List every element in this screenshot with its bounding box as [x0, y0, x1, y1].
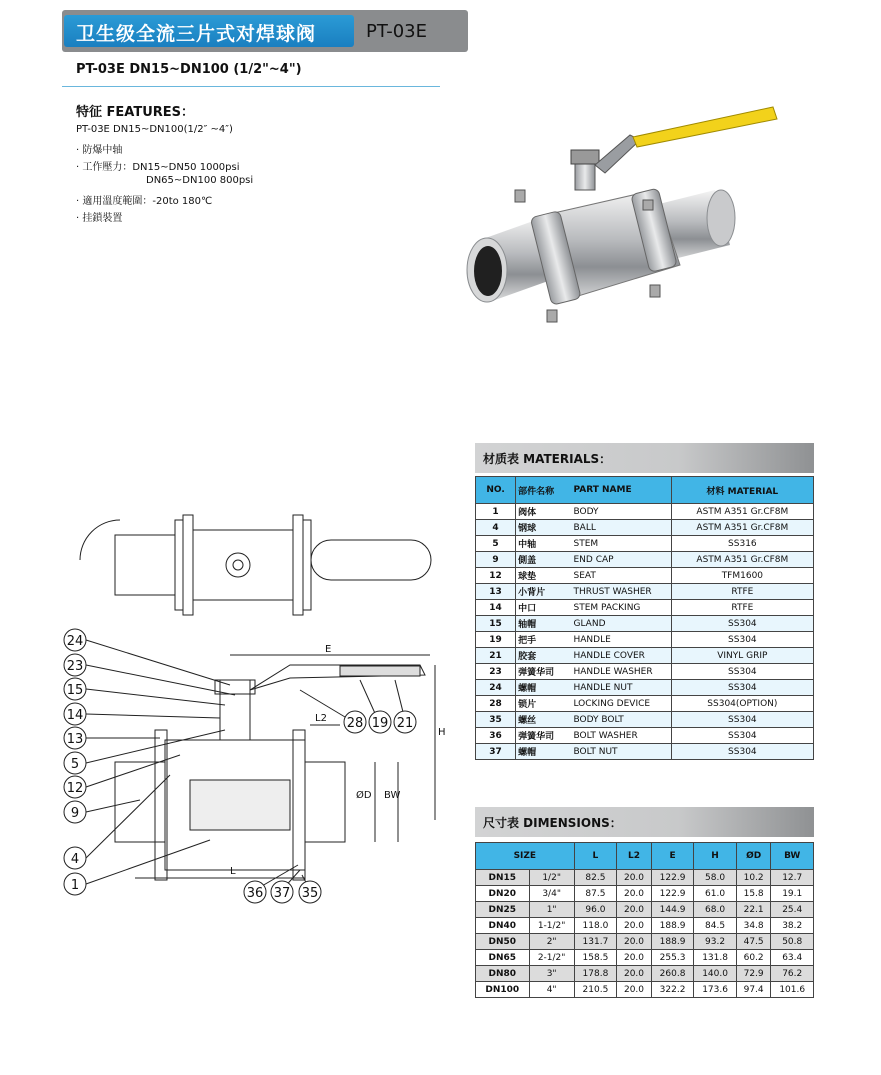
table-cell: 20.0	[617, 918, 652, 934]
table-row	[476, 632, 814, 648]
table-cell: 173.6	[694, 982, 737, 998]
table-cell: 15.8	[736, 886, 771, 902]
table-cell: HANDLE NUT	[571, 680, 671, 696]
table-cell: 84.5	[694, 918, 737, 934]
table-cell: 255.3	[651, 950, 694, 966]
table-cell: HANDLE	[571, 632, 671, 648]
table-cell: 20.0	[617, 950, 652, 966]
table-cell: 12	[476, 568, 516, 584]
table-cell: 阀体	[516, 504, 572, 520]
materials-header	[475, 443, 814, 473]
table-row	[476, 600, 814, 616]
table-cell: 72.9	[736, 966, 771, 982]
feature-line: · 防爆中轴	[76, 145, 123, 156]
table-row	[476, 664, 814, 680]
table-cell: SS304	[671, 632, 813, 648]
callout: 4	[70, 852, 80, 867]
table-cell: DN40	[476, 918, 530, 934]
column-header: 材料 MATERIAL	[671, 477, 813, 504]
dimensions-title: 尺寸表 DIMENSIONS：	[483, 816, 622, 830]
table-row	[476, 886, 814, 902]
table-cell: 5	[476, 536, 516, 552]
table-row	[476, 712, 814, 728]
table-cell: 弹簧华司	[516, 664, 572, 680]
table-cell: 36	[476, 728, 516, 744]
dim-label-l2: L2	[315, 713, 327, 724]
table-cell: THRUST WASHER	[571, 584, 671, 600]
table-cell: SS304	[671, 744, 813, 760]
table-cell: 76.2	[771, 966, 814, 982]
feature-line: · 適用溫度範圍：-20to 180℃	[76, 196, 213, 207]
table-cell: HANDLE COVER	[571, 648, 671, 664]
table-row	[476, 520, 814, 536]
table-cell: 1	[476, 504, 516, 520]
page-title: 卫生级全流三片式对焊球阀	[76, 23, 317, 45]
feature-line: DN65~DN100 800psi	[146, 175, 254, 186]
table-cell: 61.0	[694, 886, 737, 902]
table-cell: 22.1	[736, 902, 771, 918]
table-cell: SS304(OPTION)	[671, 696, 813, 712]
table-cell: END CAP	[571, 552, 671, 568]
callout: 21	[396, 716, 414, 731]
materials-title: 材质表 MATERIALS：	[483, 452, 612, 466]
callout: 12	[66, 781, 84, 796]
table-cell: 58.0	[694, 870, 737, 886]
table-cell: 19.1	[771, 886, 814, 902]
table-cell: DN20	[476, 886, 530, 902]
table-cell: DN80	[476, 966, 530, 982]
dim-label-e: E	[325, 644, 332, 655]
table-cell: 中轴	[516, 536, 572, 552]
table-cell: 50.8	[771, 934, 814, 950]
table-cell: BALL	[571, 520, 671, 536]
table-cell: 1-1/2"	[529, 918, 574, 934]
table-cell: 弹簧华司	[516, 728, 572, 744]
callout: 35	[301, 886, 319, 901]
materials-table	[475, 476, 814, 760]
table-cell: 15	[476, 616, 516, 632]
table-cell: SS304	[671, 616, 813, 632]
table-cell: SS304	[671, 680, 813, 696]
column-header: E	[651, 843, 694, 870]
table-cell: 122.9	[651, 886, 694, 902]
table-cell: 178.8	[574, 966, 617, 982]
table-row	[476, 982, 814, 998]
table-row	[476, 680, 814, 696]
callout: 9	[70, 806, 80, 821]
table-cell: 側盖	[516, 552, 572, 568]
table-cell: 140.0	[694, 966, 737, 982]
table-cell: DN100	[476, 982, 530, 998]
table-cell: 20.0	[617, 870, 652, 886]
feature-line: PT-03E DN15~DN100(1/2″ ~4″)	[76, 124, 233, 135]
table-cell: BOLT WASHER	[571, 728, 671, 744]
dim-label-bw: BW	[384, 790, 401, 801]
callout: 36	[246, 886, 264, 901]
table-cell: BOLT NUT	[571, 744, 671, 760]
table-cell: 螺帽	[516, 744, 572, 760]
table-cell: 把手	[516, 632, 572, 648]
table-cell: ASTM A351 Gr.CF8M	[671, 504, 813, 520]
table-cell: 螺帽	[516, 680, 572, 696]
table-row	[476, 536, 814, 552]
table-cell: 34.8	[736, 918, 771, 934]
callout: 14	[66, 708, 84, 723]
column-header: ØD	[736, 843, 771, 870]
table-cell: SS316	[671, 536, 813, 552]
column-header: PART NAME	[571, 477, 671, 504]
table-cell: 28	[476, 696, 516, 712]
table-cell: 144.9	[651, 902, 694, 918]
table-cell: 20.0	[617, 982, 652, 998]
table-cell: 中口	[516, 600, 572, 616]
table-cell: 轴帽	[516, 616, 572, 632]
table-cell: 87.5	[574, 886, 617, 902]
table-cell: 9	[476, 552, 516, 568]
callout: 37	[273, 886, 291, 901]
callout: 13	[66, 732, 84, 747]
table-cell: 20.0	[617, 902, 652, 918]
table-cell: DN50	[476, 934, 530, 950]
table-cell: BODY	[571, 504, 671, 520]
divider	[62, 86, 440, 87]
table-row	[476, 934, 814, 950]
table-cell: LOCKING DEVICE	[571, 696, 671, 712]
table-row	[476, 950, 814, 966]
table-cell: 122.9	[651, 870, 694, 886]
table-cell: 胶套	[516, 648, 572, 664]
table-cell: VINYL GRIP	[671, 648, 813, 664]
callout: 1	[70, 878, 80, 893]
dimensions-header	[475, 807, 814, 837]
page-subtitle: PT-03E DN15~DN100 (1/2"~4")	[76, 62, 302, 77]
column-header: SIZE	[476, 843, 575, 870]
table-cell: ASTM A351 Gr.CF8M	[671, 552, 813, 568]
table-cell: 322.2	[651, 982, 694, 998]
table-row	[476, 870, 814, 886]
callout: 15	[66, 683, 84, 698]
table-header-row	[476, 477, 814, 504]
column-header: L	[574, 843, 617, 870]
table-cell: ASTM A351 Gr.CF8M	[671, 520, 813, 536]
table-cell: 19	[476, 632, 516, 648]
table-cell: 4	[476, 520, 516, 536]
table-row	[476, 744, 814, 760]
table-cell: 钢球	[516, 520, 572, 536]
column-header: L2	[617, 843, 652, 870]
table-row	[476, 902, 814, 918]
callout: 19	[371, 716, 389, 731]
table-cell: 14	[476, 600, 516, 616]
table-cell: DN15	[476, 870, 530, 886]
table-cell: 101.6	[771, 982, 814, 998]
callout: 28	[346, 716, 364, 731]
table-cell: DN25	[476, 902, 530, 918]
table-header-row	[476, 843, 814, 870]
ball-valve-photo	[455, 95, 785, 345]
table-cell: 37	[476, 744, 516, 760]
table-cell: 21	[476, 648, 516, 664]
table-cell: 188.9	[651, 918, 694, 934]
table-cell: RTFE	[671, 600, 813, 616]
table-row	[476, 918, 814, 934]
dimensions-table	[475, 842, 814, 998]
callout: 24	[66, 634, 84, 649]
table-cell: 68.0	[694, 902, 737, 918]
table-cell: 82.5	[574, 870, 617, 886]
table-cell: 96.0	[574, 902, 617, 918]
table-cell: 10.2	[736, 870, 771, 886]
table-row	[476, 504, 814, 520]
table-cell: 23	[476, 664, 516, 680]
technical-drawing	[60, 500, 450, 920]
dim-label-od: ØD	[356, 790, 372, 801]
callout: 5	[70, 757, 80, 772]
table-row	[476, 728, 814, 744]
table-cell: 2-1/2"	[529, 950, 574, 966]
table-row	[476, 552, 814, 568]
table-cell: STEM	[571, 536, 671, 552]
table-cell: 1"	[529, 902, 574, 918]
table-cell: 20.0	[617, 934, 652, 950]
table-cell: 12.7	[771, 870, 814, 886]
features-title: 特征 FEATURES：	[76, 105, 195, 120]
callout: 23	[66, 659, 84, 674]
table-cell: 24	[476, 680, 516, 696]
table-cell: 210.5	[574, 982, 617, 998]
table-cell: STEM PACKING	[571, 600, 671, 616]
table-cell: 97.4	[736, 982, 771, 998]
model-code: PT-03E	[366, 21, 427, 42]
table-cell: 3"	[529, 966, 574, 982]
column-header: BW	[771, 843, 814, 870]
table-cell: 47.5	[736, 934, 771, 950]
table-cell: RTFE	[671, 584, 813, 600]
table-cell: 63.4	[771, 950, 814, 966]
table-row	[476, 648, 814, 664]
table-cell: 60.2	[736, 950, 771, 966]
table-cell: 锁片	[516, 696, 572, 712]
table-cell: HANDLE WASHER	[571, 664, 671, 680]
table-row	[476, 966, 814, 982]
table-cell: BODY BOLT	[571, 712, 671, 728]
table-cell: 38.2	[771, 918, 814, 934]
table-cell: 4"	[529, 982, 574, 998]
feature-line: · 工作壓力：DN15~DN50 1000psi	[76, 162, 240, 173]
column-header: NO.	[476, 477, 516, 504]
table-cell: SS304	[671, 728, 813, 744]
table-row	[476, 584, 814, 600]
column-header: H	[694, 843, 737, 870]
table-cell: 25.4	[771, 902, 814, 918]
table-cell: 13	[476, 584, 516, 600]
table-cell: 小背片	[516, 584, 572, 600]
table-cell: 20.0	[617, 886, 652, 902]
table-cell: 1/2"	[529, 870, 574, 886]
table-cell: 131.7	[574, 934, 617, 950]
column-header: 部件名称	[516, 477, 572, 504]
dim-label-h: H	[438, 727, 446, 738]
table-cell: TFM1600	[671, 568, 813, 584]
table-row	[476, 568, 814, 584]
table-cell: DN65	[476, 950, 530, 966]
table-cell: 2"	[529, 934, 574, 950]
table-cell: 158.5	[574, 950, 617, 966]
table-cell: 20.0	[617, 966, 652, 982]
table-cell: GLAND	[571, 616, 671, 632]
table-cell: 118.0	[574, 918, 617, 934]
table-cell: 螺丝	[516, 712, 572, 728]
table-cell: 93.2	[694, 934, 737, 950]
table-cell: 188.9	[651, 934, 694, 950]
dim-label-l: L	[230, 866, 236, 877]
table-cell: SS304	[671, 664, 813, 680]
table-cell: 35	[476, 712, 516, 728]
table-cell: 球垫	[516, 568, 572, 584]
table-cell: 131.8	[694, 950, 737, 966]
table-row	[476, 696, 814, 712]
feature-line: · 挂鎖裝置	[76, 213, 123, 224]
table-row	[476, 616, 814, 632]
table-cell: 260.8	[651, 966, 694, 982]
table-cell: SEAT	[571, 568, 671, 584]
table-cell: 3/4"	[529, 886, 574, 902]
table-cell: SS304	[671, 712, 813, 728]
